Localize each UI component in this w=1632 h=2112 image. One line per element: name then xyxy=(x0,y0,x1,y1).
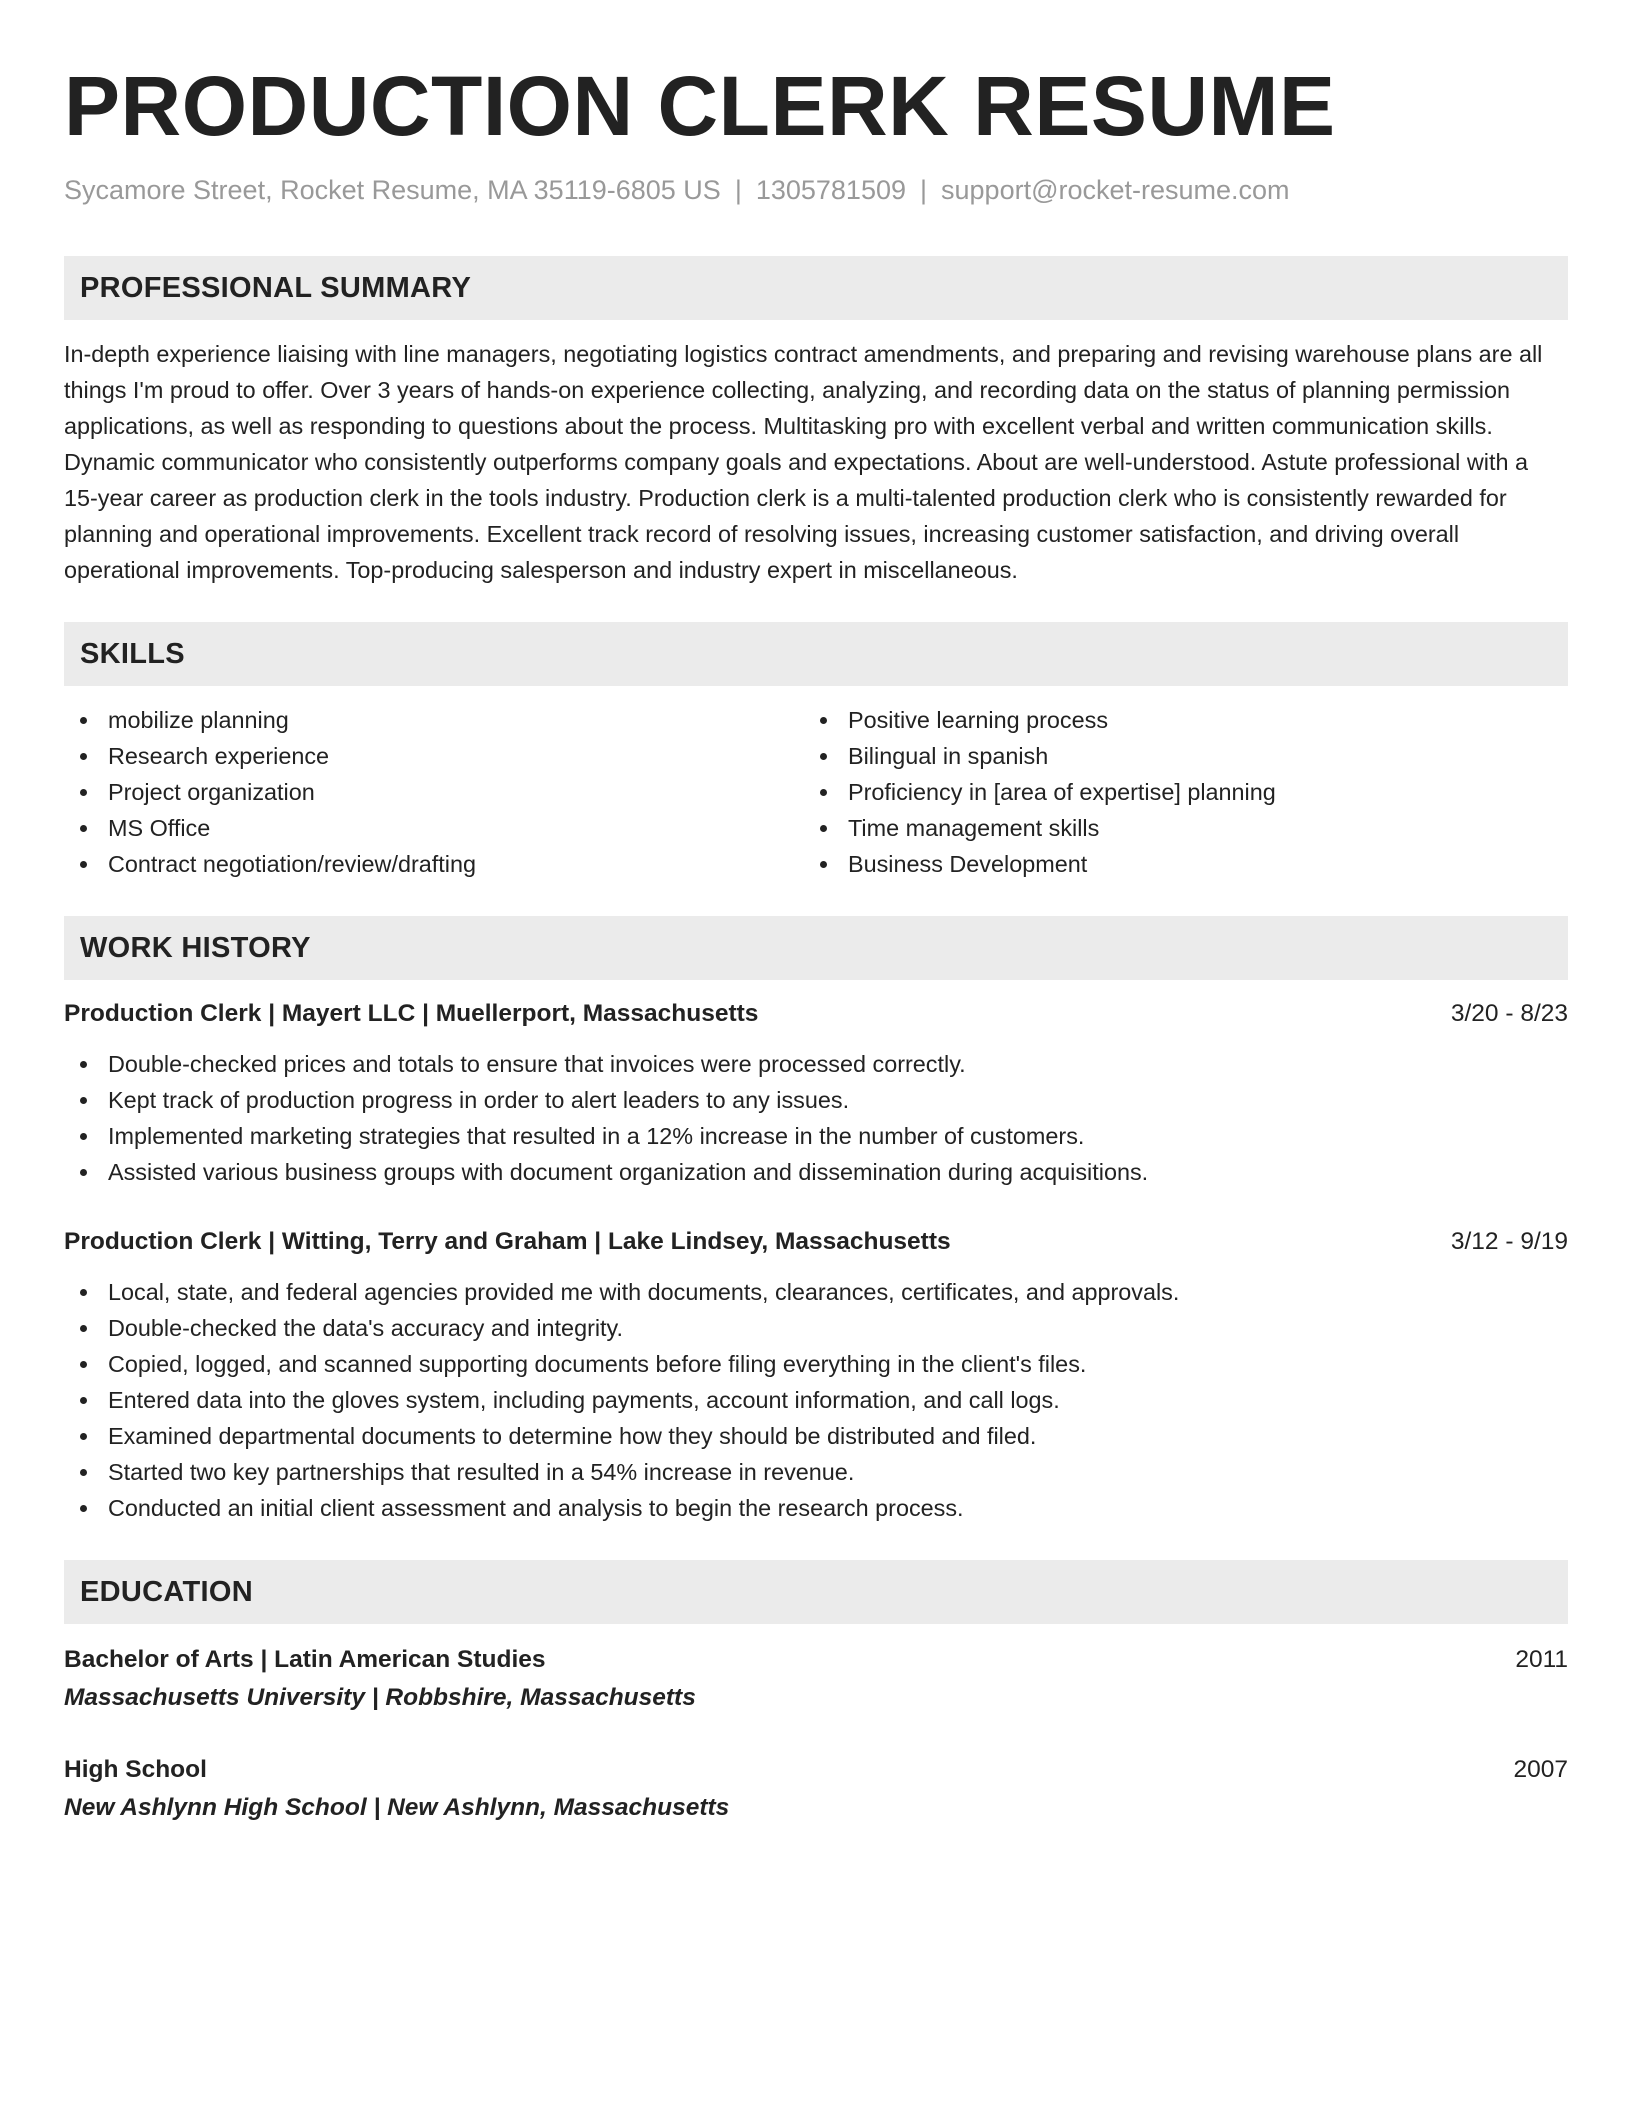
skill-item: Contract negotiation/review/drafting xyxy=(64,846,804,882)
job-bullets xyxy=(64,1274,1568,1526)
job-bullet: Entered data into the gloves system, including payments, account information, and call logs. xyxy=(64,1382,1568,1418)
education-year: 2011 xyxy=(1515,1646,1568,1673)
education-entry xyxy=(64,1752,1568,1828)
skill-item: mobilize planning xyxy=(64,702,804,738)
job-bullet: Kept track of production progress in order to alert leaders to any issues. xyxy=(64,1082,1568,1118)
section-header-education: EDUCATION xyxy=(64,1560,1568,1624)
education-degree: Bachelor of Arts | Latin American Studies xyxy=(64,1646,546,1673)
job-dates: 3/12 - 9/19 xyxy=(1450,1228,1568,1255)
job-title: Production Clerk | Mayert LLC | Muellerport, Massachusetts xyxy=(64,1000,759,1027)
job-bullet: Copied, logged, and scanned supporting documents before filing everything in the client's files. xyxy=(64,1346,1568,1382)
contact-separator: | xyxy=(920,175,928,205)
section-header-skills: SKILLS xyxy=(64,622,1568,686)
skill-item: Proficiency in [area of expertise] planning xyxy=(804,774,1544,810)
education-header xyxy=(64,1752,1568,1788)
contact-email: support@rocket-resume.com xyxy=(941,175,1290,205)
education-school: Massachusetts University | Robbshire, Massachusetts xyxy=(64,1684,696,1711)
job-bullet: Assisted various business groups with document organization and dissemination during acquisitions. xyxy=(64,1154,1568,1190)
education-header xyxy=(64,1642,1568,1678)
job-entry xyxy=(64,996,1568,1190)
education-entry xyxy=(64,1642,1568,1718)
job-title: Production Clerk | Witting, Terry and Graham | Lake Lindsey, Massachusetts xyxy=(64,1228,951,1255)
skills-list xyxy=(64,702,1568,882)
job-entry xyxy=(64,1224,1568,1526)
job-bullet: Started two key partnerships that resulted in a 54% increase in revenue. xyxy=(64,1454,1568,1490)
resume-title: PRODUCTION CLERK RESUME xyxy=(64,59,1336,153)
contact-line xyxy=(64,170,1568,210)
job-bullets xyxy=(64,1046,1568,1190)
job-bullet: Examined departmental documents to determine how they should be distributed and filed. xyxy=(64,1418,1568,1454)
job-header xyxy=(64,1224,1568,1260)
skill-item: Bilingual in spanish xyxy=(804,738,1544,774)
job-dates: 3/20 - 8/23 xyxy=(1450,1000,1568,1027)
job-bullet: Conducted an initial client assessment and analysis to begin the research process. xyxy=(64,1490,1568,1526)
job-bullet: Local, state, and federal agencies provided me with documents, clearances, certificates, and approvals. xyxy=(64,1274,1568,1310)
skills-column-right xyxy=(804,702,1544,882)
job-header xyxy=(64,996,1568,1032)
education-degree: High School xyxy=(64,1756,207,1783)
job-bullet: Double-checked the data's accuracy and integrity. xyxy=(64,1310,1568,1346)
skill-item: Research experience xyxy=(64,738,804,774)
education-year: 2007 xyxy=(1513,1756,1568,1783)
job-bullet: Implemented marketing strategies that resulted in a 12% increase in the number of customers. xyxy=(64,1118,1568,1154)
contact-address: Sycamore Street, Rocket Resume, MA 35119-6805 US xyxy=(64,175,721,205)
skill-item: Business Development xyxy=(804,846,1544,882)
section-header-work: WORK HISTORY xyxy=(64,916,1568,980)
skill-item: MS Office xyxy=(64,810,804,846)
skill-item: Time management skills xyxy=(804,810,1544,846)
skills-column-left xyxy=(64,702,804,882)
contact-separator: | xyxy=(734,175,742,205)
section-header-summary: PROFESSIONAL SUMMARY xyxy=(64,256,1568,320)
skill-item: Project organization xyxy=(64,774,804,810)
education-school: New Ashlynn High School | New Ashlynn, Massachusetts xyxy=(64,1794,730,1821)
job-bullet: Double-checked prices and totals to ensure that invoices were processed correctly. xyxy=(64,1046,1568,1082)
skill-item: Positive learning process xyxy=(804,702,1544,738)
contact-phone: 1305781509 xyxy=(755,175,906,205)
summary-text: In-depth experience liaising with line managers, negotiating logistics contract amendments, and preparing and revising warehouse plans are all things I'm proud to offer. Over 3 years of hands-on experience collecting, analyzing, and recording data on the status of planning permission applications, as well as responding to questions about the process. Multitasking pro with excellent verbal and written communication skills. Dynamic communicator who consistently outperforms company goals and expectations. About are well-understood. Astute professional with a 15-year career as production clerk in the tools industry. Production clerk is a multi-talented production clerk who is consistently rewarded for planning and operational improvements. Excellent track record of resolving issues, increasing customer satisfaction, and driving overall operational improvements. Top-producing salesperson and industry expert in miscellaneous. xyxy=(64,341,1543,583)
